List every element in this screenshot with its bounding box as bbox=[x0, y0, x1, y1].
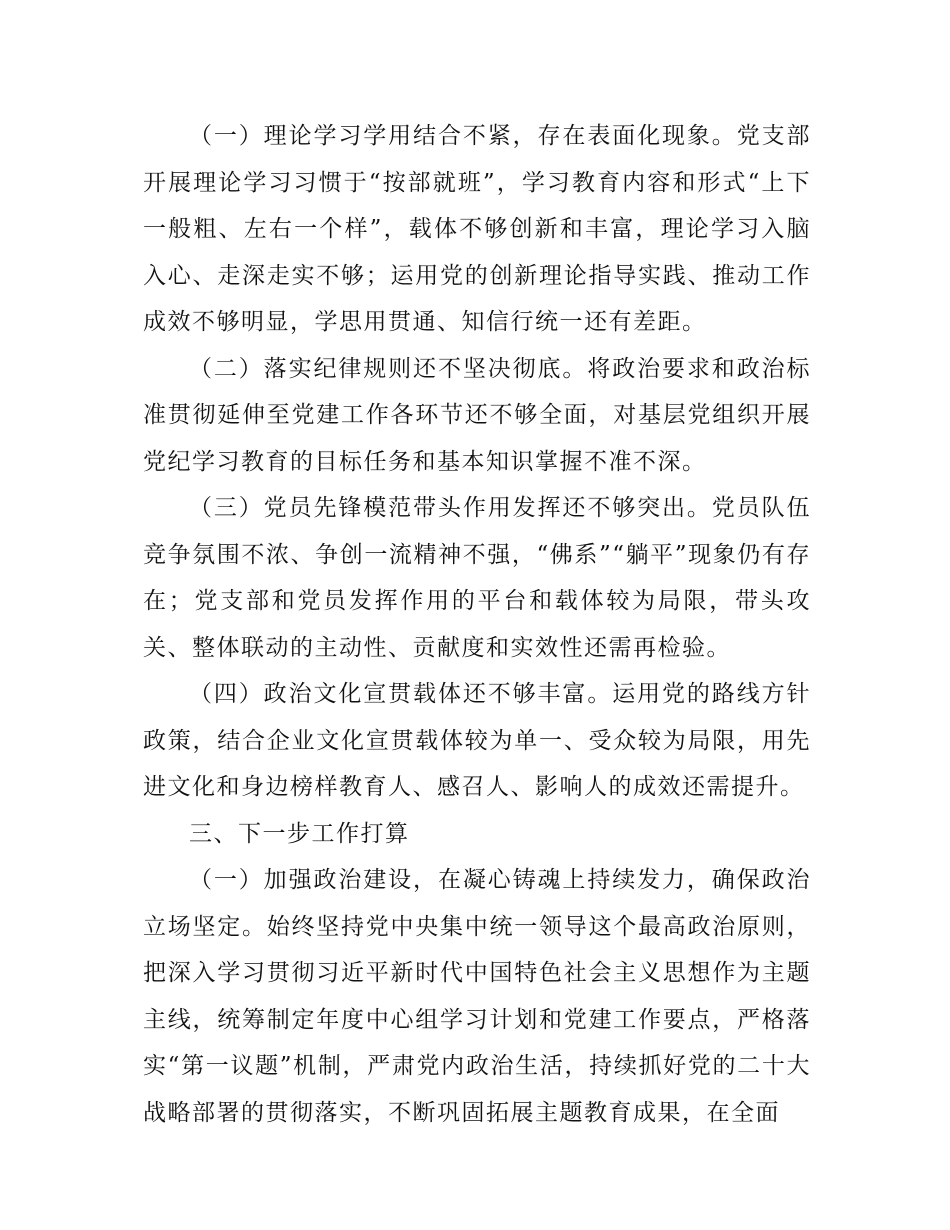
paragraph-1: （一）理论学习学用结合不紧，存在表面化现象。党支部开展理论学习习惯于“按部就班”，学习教育内容和形式“上下一般粗、左右一个样”，载体不够创新和丰富，理论学习入脑入心、走深走实不够；运用党的创新理论指导实践、推动工作成效不够明显，学思用贯通、知信行统一还有差距。 bbox=[143, 123, 811, 335]
paragraph-5: （一）加强政治建设，在凝心铸魂上持续发力，确保政治立场坚定。始终坚持党中央集中统一领导这个最高政治原则，把深入学习贯彻习近平新时代中国特色社会主义思想作为主题主线，统筹制定年度中心组学习计划和党建工作要点，严格落实“第一议题”机制，严肃党内政治生活，持续抓好党的二十大战略部署的贯彻落实，不断巩固拓展主题教育成果，在全面 bbox=[143, 867, 811, 1126]
paragraph-3: （三）党员先锋模范带头作用发挥还不够突出。党员队伍竞争氛围不浓、争创一流精神不强，“佛系”“躺平”现象仍有存在；党支部和党员发挥作用的平台和载体较为局限，带头攻关、整体联动的主动性、贡献度和实效性还需再检验。 bbox=[143, 495, 811, 661]
section-heading: 三、下一步工作打算 bbox=[189, 820, 410, 847]
document-body bbox=[143, 113, 811, 1136]
paragraph-2: （二）落实纪律规则还不坚决彻底。将政治要求和政治标准贯彻延伸至党建工作各环节还不够全面，对基层党组织开展党纪学习教育的目标任务和基本知识掌握不准不深。 bbox=[143, 355, 811, 475]
paragraph-4: （四）政治文化宣贯载体还不够丰富。运用党的路线方针政策，结合企业文化宣贯载体较为单一、受众较为局限，用先进文化和身边榜样教育人、感召人、影响人的成效还需提升。 bbox=[143, 681, 811, 800]
